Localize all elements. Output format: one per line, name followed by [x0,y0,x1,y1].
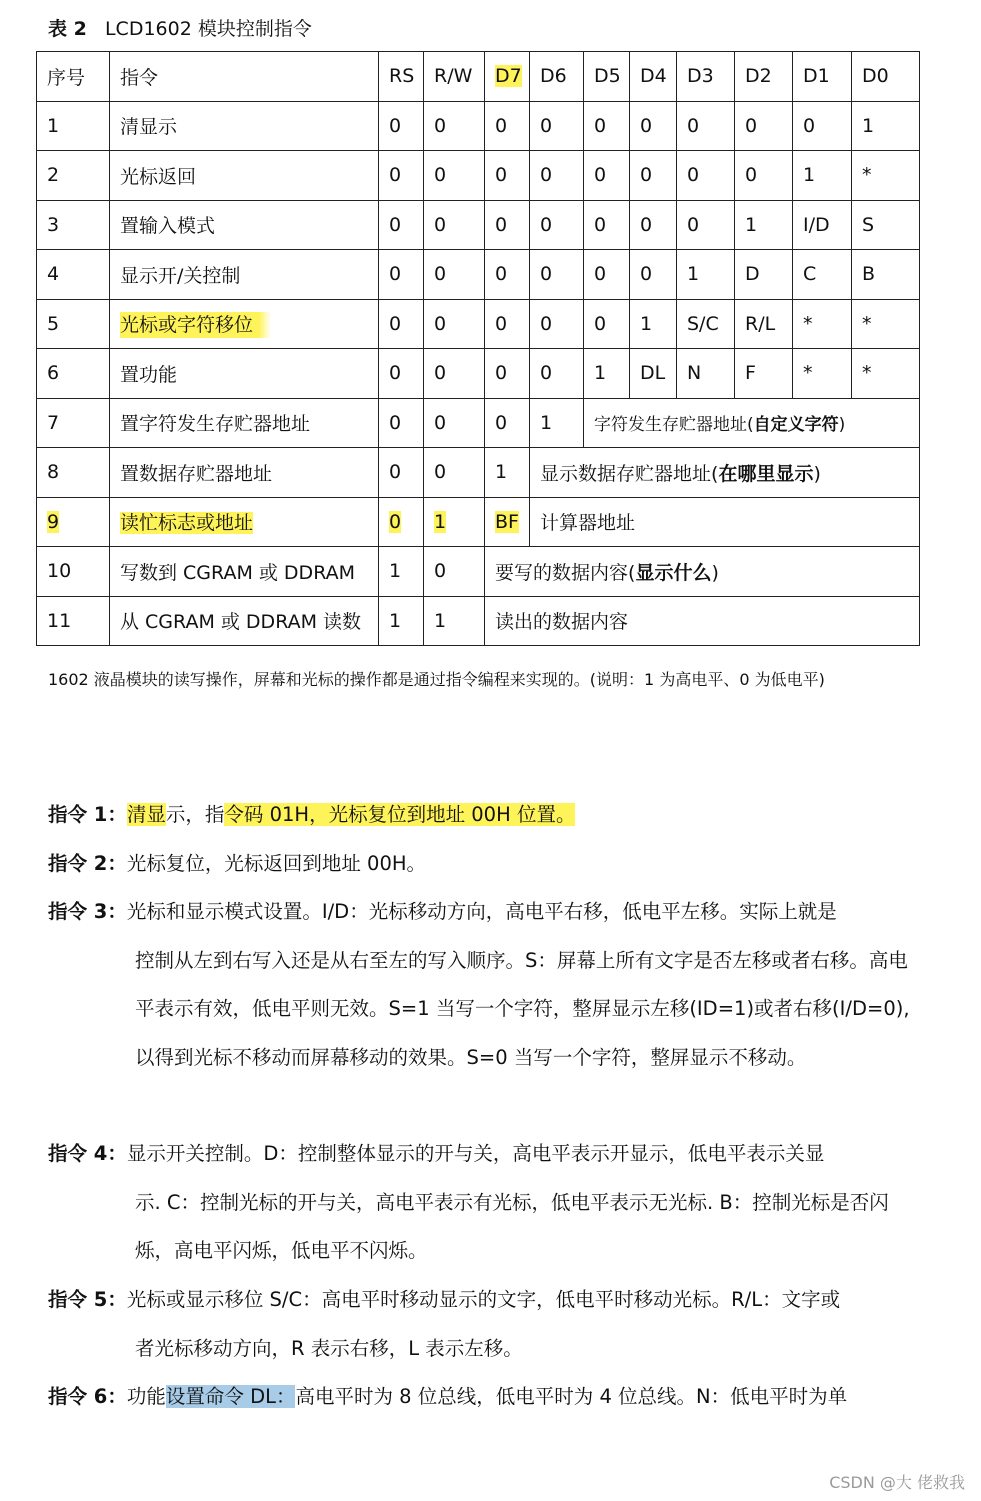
cell-rw: 1 [424,596,485,646]
paragraph-cmd-2 [48,840,918,889]
header-cell: D6 [530,52,584,102]
header-cell: R/W [424,52,485,102]
row-number: 11 [37,596,110,646]
cell-rs: 1 [379,547,424,597]
cell-rs: 0 [379,349,424,399]
caption-title: LCD1602 模块控制指令 [104,18,312,40]
cell-rs: 0 [379,200,424,250]
row-number: 2 [37,151,110,201]
span-text: 要写的数据内容 [495,561,629,584]
cell-d0: * [852,151,920,201]
cell-rw [424,497,485,547]
cell-rw: 0 [424,349,485,399]
header-cell [485,52,530,102]
table-row [37,398,920,448]
cell-d0: B [852,250,920,300]
row-number: 3 [37,200,110,250]
cell-d3: 0 [677,200,735,250]
cell-d1: * [793,299,852,349]
cell-rs: 1 [379,596,424,646]
row-9-bf-highlight: BF [495,510,519,533]
cell-d1: 1 [793,151,852,201]
cell-d3: N [677,349,735,399]
row-command-name: 写数到 CGRAM 或 DDRAM [110,547,379,597]
span-bold: 显示什么 [635,561,712,584]
header-d7-highlight: D7 [495,65,522,88]
cell-data-span: 读出的数据内容 [485,596,920,646]
paragraph-first-line [48,1276,918,1325]
command-table [36,51,920,646]
row-9-rs-highlight: 0 [389,510,402,533]
cell-d7: 0 [485,250,530,300]
cell-d6: 0 [530,349,584,399]
cell-d3: 0 [677,151,735,201]
cell-d5: 0 [584,250,630,300]
cell-d0: S [852,200,920,250]
header-cell: 序号 [37,52,110,102]
header-cell: D2 [735,52,793,102]
row-9-name-highlight: 读忙标志或地址 [120,512,254,535]
cell-d6: 0 [530,200,584,250]
paragraph-label: 指令 6： [48,1385,127,1408]
row-number: 10 [37,547,110,597]
cell-rw: 0 [424,398,485,448]
span-bold: 在哪里显示 [718,462,814,485]
table-row-highlighted [37,497,920,547]
paragraph-first-line [48,1130,918,1179]
row-number: 6 [37,349,110,399]
cell-d7: 0 [485,101,530,151]
cell-address-span: 字符发生存贮器地址(自定义字符) [584,398,920,448]
cell-d4: 0 [630,101,677,151]
cell-d2: D [735,250,793,300]
header-cell: 指令 [110,52,379,102]
cell-rw: 0 [424,250,485,300]
caption-prefix: 表 2 [48,18,87,40]
row-9-no-highlight: 9 [47,510,60,533]
cell-d3: 0 [677,101,735,151]
cell-d7: 0 [485,398,530,448]
header-cell: D3 [677,52,735,102]
highlight-text: 令码 01H， [224,803,329,826]
cell-d5: 0 [584,101,630,151]
header-cell: D5 [584,52,630,102]
paragraph-label: 指令 4： [48,1142,127,1165]
paragraph-text: 光标复位，光标返回到地址 00H。 [126,852,427,875]
cell-d6: 0 [530,299,584,349]
cell-rw: 0 [424,299,485,349]
header-cell: D4 [630,52,677,102]
cell-data-span: 要写的数据内容(显示什么) [485,547,920,597]
cell-d2: 0 [735,151,793,201]
row-command-name [110,497,379,547]
table-row [37,448,920,498]
cell-d1: 0 [793,101,852,151]
cell-d7: 0 [485,200,530,250]
cell-rs: 0 [379,250,424,300]
cell-rs: 0 [379,299,424,349]
table-row [37,349,920,399]
cell-d6: 1 [530,398,584,448]
cell-d3: S/C [677,299,735,349]
table-row [37,200,920,250]
plain-text: 示，指 [165,803,225,826]
cell-d4: DL [630,349,677,399]
row-number: 5 [37,299,110,349]
row-command-name: 显示开/关控制 [110,250,379,300]
paragraph-text: 光标和显示模式设置。I/D：光标移动方向，高电平右移，低电平左移。实际上就是 [126,900,837,923]
highlight-text: 清显 [126,803,166,826]
cell-d2: 1 [735,200,793,250]
row-command-name: 从 CGRAM 或 DDRAM 读数 [110,596,379,646]
highlight-text: 光标复位到地址 00H 位置。 [328,803,576,826]
table-row [37,299,920,349]
cell-rs [379,497,424,547]
row-command-name: 清显示 [110,101,379,151]
span-bold: 自定义字符 [753,415,839,436]
row-command-name: 置字符发生存贮器地址 [110,398,379,448]
watermark: CSDN @大 佬救我 [829,1473,965,1492]
table-row [37,151,920,201]
cell-d7: 0 [485,349,530,399]
cell-d1: * [793,349,852,399]
table-row [37,101,920,151]
paragraph-continuation: 示. C：控制光标的开与关，高电平表示有光标，低电平表示无光标. B：控制光标是否闪烁，高电平闪烁，低电平不闪烁。 [135,1190,889,1262]
cell-rw: 0 [424,448,485,498]
cell-d2: 0 [735,101,793,151]
cell-d4: 0 [630,151,677,201]
table-row [37,596,920,646]
cell-d7: 1 [485,448,530,498]
cell-d2: R/L [735,299,793,349]
cell-rs: 0 [379,398,424,448]
cell-d4: 0 [630,250,677,300]
row-command-name: 置功能 [110,349,379,399]
cell-d1: I/D [793,200,852,250]
table-row [37,250,920,300]
cell-d5: 0 [584,299,630,349]
paragraph-label: 指令 2： [48,852,127,875]
paragraph-label: 指令 5： [48,1288,127,1311]
paragraph-first-line [48,888,918,937]
paragraph-text: 显示开关控制。D：控制整体显示的开与关，高电平表示开显示，低电平表示关显 [126,1142,825,1165]
paragraph-label: 指令 1： [48,803,127,826]
cell-rw: 0 [424,200,485,250]
header-cell: D0 [852,52,920,102]
paragraph-label: 指令 3： [48,900,127,923]
plain-text: 高电平时为 8 位总线，低电平时为 4 位总线。N：低电平时为单 [295,1385,848,1408]
cell-d3: 1 [677,250,735,300]
cell-d0: * [852,299,920,349]
row-number: 4 [37,250,110,300]
cell-d1: C [793,250,852,300]
cell-d0: 1 [852,101,920,151]
span-text: 字符发生存贮器地址 [594,415,747,436]
paragraph-continuation: 者光标移动方向，R 表示右移，L 表示左移。 [135,1336,523,1360]
cell-address-span: 计算器地址 [530,497,920,547]
cell-rw: 0 [424,151,485,201]
cell-d7 [485,497,530,547]
row-command-name: 置输入模式 [110,200,379,250]
row-number [37,497,110,547]
cell-rs: 0 [379,448,424,498]
table-header-row [37,52,920,102]
cell-d4: 1 [630,299,677,349]
cell-d2: F [735,349,793,399]
selection-highlight: 设置命令 DL： [165,1385,296,1408]
cell-d5: 0 [584,151,630,201]
row-number: 8 [37,448,110,498]
cell-d4: 0 [630,200,677,250]
paragraph-cmd-6 [48,1373,918,1422]
cell-d6: 0 [530,101,584,151]
cell-d0: * [852,349,920,399]
paragraph-text: 光标或显示移位 S/C：高电平时移动显示的文字，低电平时移动光标。R/L：文字或 [126,1288,841,1311]
cell-rw: 0 [424,101,485,151]
row-9-rw-highlight: 1 [434,510,447,533]
header-cell: RS [379,52,424,102]
paragraph-cmd-5 [48,1276,918,1373]
paragraph-cmd-1 [48,791,918,840]
row-command-name: 置数据存贮器地址 [110,448,379,498]
cell-d6: 0 [530,250,584,300]
table-note: 1602 液晶模块的读写操作，屏幕和光标的操作都是通过指令编程来实现的。(说明：1 为高电平、0 为低电平) [48,670,825,689]
cell-d5: 0 [584,200,630,250]
cell-d7: 0 [485,151,530,201]
row-command-name [110,299,379,349]
row-number: 1 [37,101,110,151]
table-row [37,547,920,597]
cell-d5: 1 [584,349,630,399]
cell-rs: 0 [379,101,424,151]
row-number: 7 [37,398,110,448]
plain-text: 功能 [126,1385,166,1408]
cell-rs: 0 [379,151,424,201]
table-caption [48,14,312,41]
row-5-highlight: 光标或字符移位 [120,312,271,338]
cell-d6: 0 [530,151,584,201]
span-text: 显示数据存贮器地址 [540,462,712,485]
paragraph-continuation: 控制从左到右写入还是从右至左的写入顺序。S：屏幕上所有文字是否左移或者右移。高电平表示有效，低电平则无效。S=1 当写一个字符，整屏显示左移(ID=1)或者右移(I/D=0),以得到光标不移动而屏幕移动的效果。S=0 当写一个字符，整屏显示不移动。 [135,948,910,1069]
header-cell: D1 [793,52,852,102]
paragraph-cmd-3 [48,888,918,1082]
paragraph-cmd-4 [48,1130,918,1276]
cell-d7: 0 [485,299,530,349]
row-command-name: 光标返回 [110,151,379,201]
cell-rw: 0 [424,547,485,597]
cell-address-span: 显示数据存贮器地址(在哪里显示) [530,448,920,498]
